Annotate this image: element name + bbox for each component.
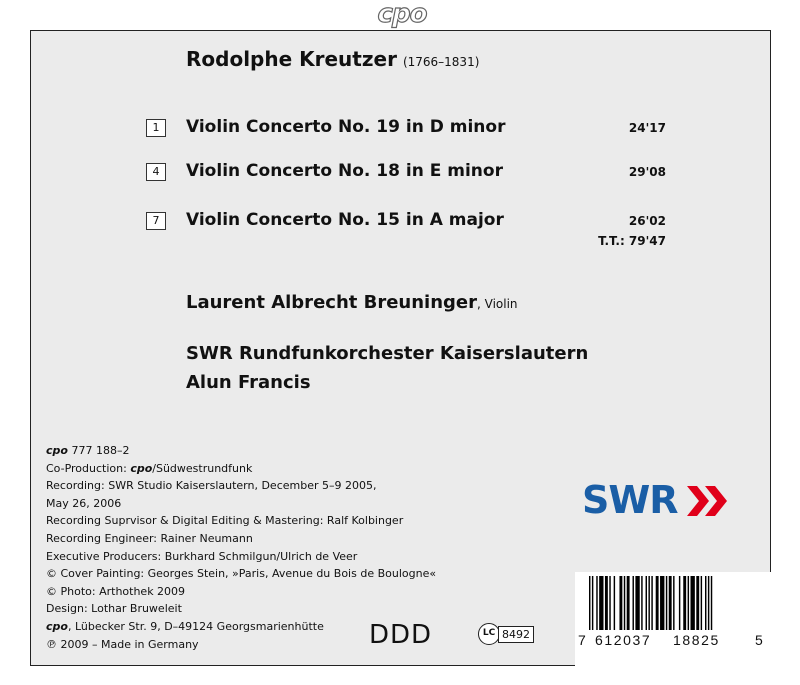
composer-heading — [186, 47, 479, 71]
barcode-bar — [624, 576, 625, 630]
barcode-digit-last: 5 — [755, 632, 763, 648]
barcode-bar — [648, 576, 649, 630]
barcode-bar — [592, 576, 593, 630]
barcode-digits-left: 612037 — [595, 632, 652, 648]
barcode-bar — [708, 576, 709, 630]
cpo-mark: cpo — [46, 619, 68, 633]
coproduction-prefix: Co-Production: — [46, 461, 131, 475]
label-code — [478, 623, 534, 645]
track-number-box: 7 — [146, 212, 166, 230]
barcode-bar — [641, 576, 642, 630]
barcode-bar — [683, 576, 686, 630]
barcode-bar — [660, 576, 664, 630]
soloist — [186, 292, 518, 313]
track-title: Violin Concerto No. 15 in A major — [186, 210, 504, 230]
catalog-line — [46, 442, 436, 460]
swr-chevrons-icon — [687, 486, 729, 516]
photo-line: © Photo: Arthothek 2009 — [46, 584, 186, 598]
barcode-bar — [669, 576, 672, 630]
ddd-mark: DDD — [369, 620, 433, 650]
soloist-name: Laurent Albrecht Breuninger — [186, 292, 478, 313]
track-duration: 29'08 — [628, 165, 666, 179]
orchestra-name: SWR Rundfunkorchester Kaiserslautern — [186, 343, 589, 364]
barcode-bar — [627, 576, 630, 630]
soloist-instrument: , Violin — [477, 297, 518, 311]
barcode-bar — [609, 576, 610, 630]
coproduction-line — [46, 460, 436, 478]
conductor-name: Alun Francis — [186, 372, 311, 393]
barcode-bar — [635, 576, 639, 630]
barcode-digits-right: 18825 — [673, 632, 720, 648]
barcode-bar — [599, 576, 603, 630]
address-text: , Lübecker Str. 9, D–49124 Georgsmarienhütte — [67, 619, 324, 633]
track-row — [146, 210, 666, 234]
track-row — [146, 117, 666, 141]
barcode-bar — [619, 576, 622, 630]
lc-number: 8492 — [498, 626, 534, 643]
barcode-bar — [691, 576, 695, 630]
recording-line-2: May 26, 2006 — [46, 496, 122, 510]
track-duration: 24'17 — [628, 121, 666, 135]
barcode-bar — [656, 576, 659, 630]
composer-dates: (1766–1831) — [402, 55, 480, 69]
composer-name: Rodolphe Kreutzer — [186, 47, 397, 71]
track-row — [146, 161, 666, 185]
barcode-bar — [673, 576, 674, 630]
barcode-bar — [701, 576, 702, 630]
engineer-line: Recording Engineer: Rainer Neumann — [46, 531, 253, 545]
barcode-bar — [614, 576, 615, 630]
track-number-box: 1 — [146, 119, 166, 137]
cover-line: © Cover Painting: Georges Stein, »Paris, Avenue du Bois de Boulogne« — [46, 567, 437, 581]
supervisor-line: Recording Suprvisor & Digital Editing & Mastering: Ralf Kolbinger — [46, 514, 404, 528]
barcode-bar — [589, 576, 590, 630]
barcode-bar — [646, 576, 647, 630]
barcode-bars — [589, 576, 759, 638]
coproduction-partner: /Südwestrundfunk — [152, 461, 253, 475]
swr-logo — [582, 480, 678, 520]
cpo-mark: cpo — [130, 461, 153, 475]
barcode-bar — [596, 576, 597, 630]
barcode-bar — [711, 576, 712, 630]
track-number-box: 4 — [146, 163, 166, 181]
copyright-line: ℗ 2009 – Made in Germany — [46, 637, 199, 651]
lc-logo: LC — [478, 623, 500, 645]
barcode-bar — [605, 576, 608, 630]
barcode-bar — [705, 576, 706, 630]
barcode-bar — [696, 576, 699, 630]
barcode-bar — [679, 576, 680, 630]
catalog-number: 777 188–2 — [67, 444, 130, 457]
cpo-logo: cpo — [377, 0, 427, 29]
barcode-bar — [651, 576, 652, 630]
design-line: Design: Lothar Bruweleit — [46, 602, 182, 616]
swr-wordmark: SWR — [582, 478, 678, 522]
barcode-digit-first: 7 — [578, 632, 586, 648]
barcode-bar — [688, 576, 689, 630]
track-title: Violin Concerto No. 18 in E minor — [186, 161, 503, 181]
barcode — [575, 572, 771, 666]
barcode-bar — [633, 576, 634, 630]
track-duration: 26'02 — [628, 214, 666, 228]
barcode-bar — [666, 576, 667, 630]
recording-line: Recording: SWR Studio Kaiserslautern, December 5–9 2005, — [46, 479, 377, 493]
total-time: T.T.: 79'47 — [598, 234, 666, 248]
track-title: Violin Concerto No. 19 in D minor — [186, 117, 506, 137]
cpo-mark: cpo — [46, 444, 68, 457]
producers-line: Executive Producers: Burkhard Schmilgun/Ulrich de Veer — [46, 549, 358, 563]
